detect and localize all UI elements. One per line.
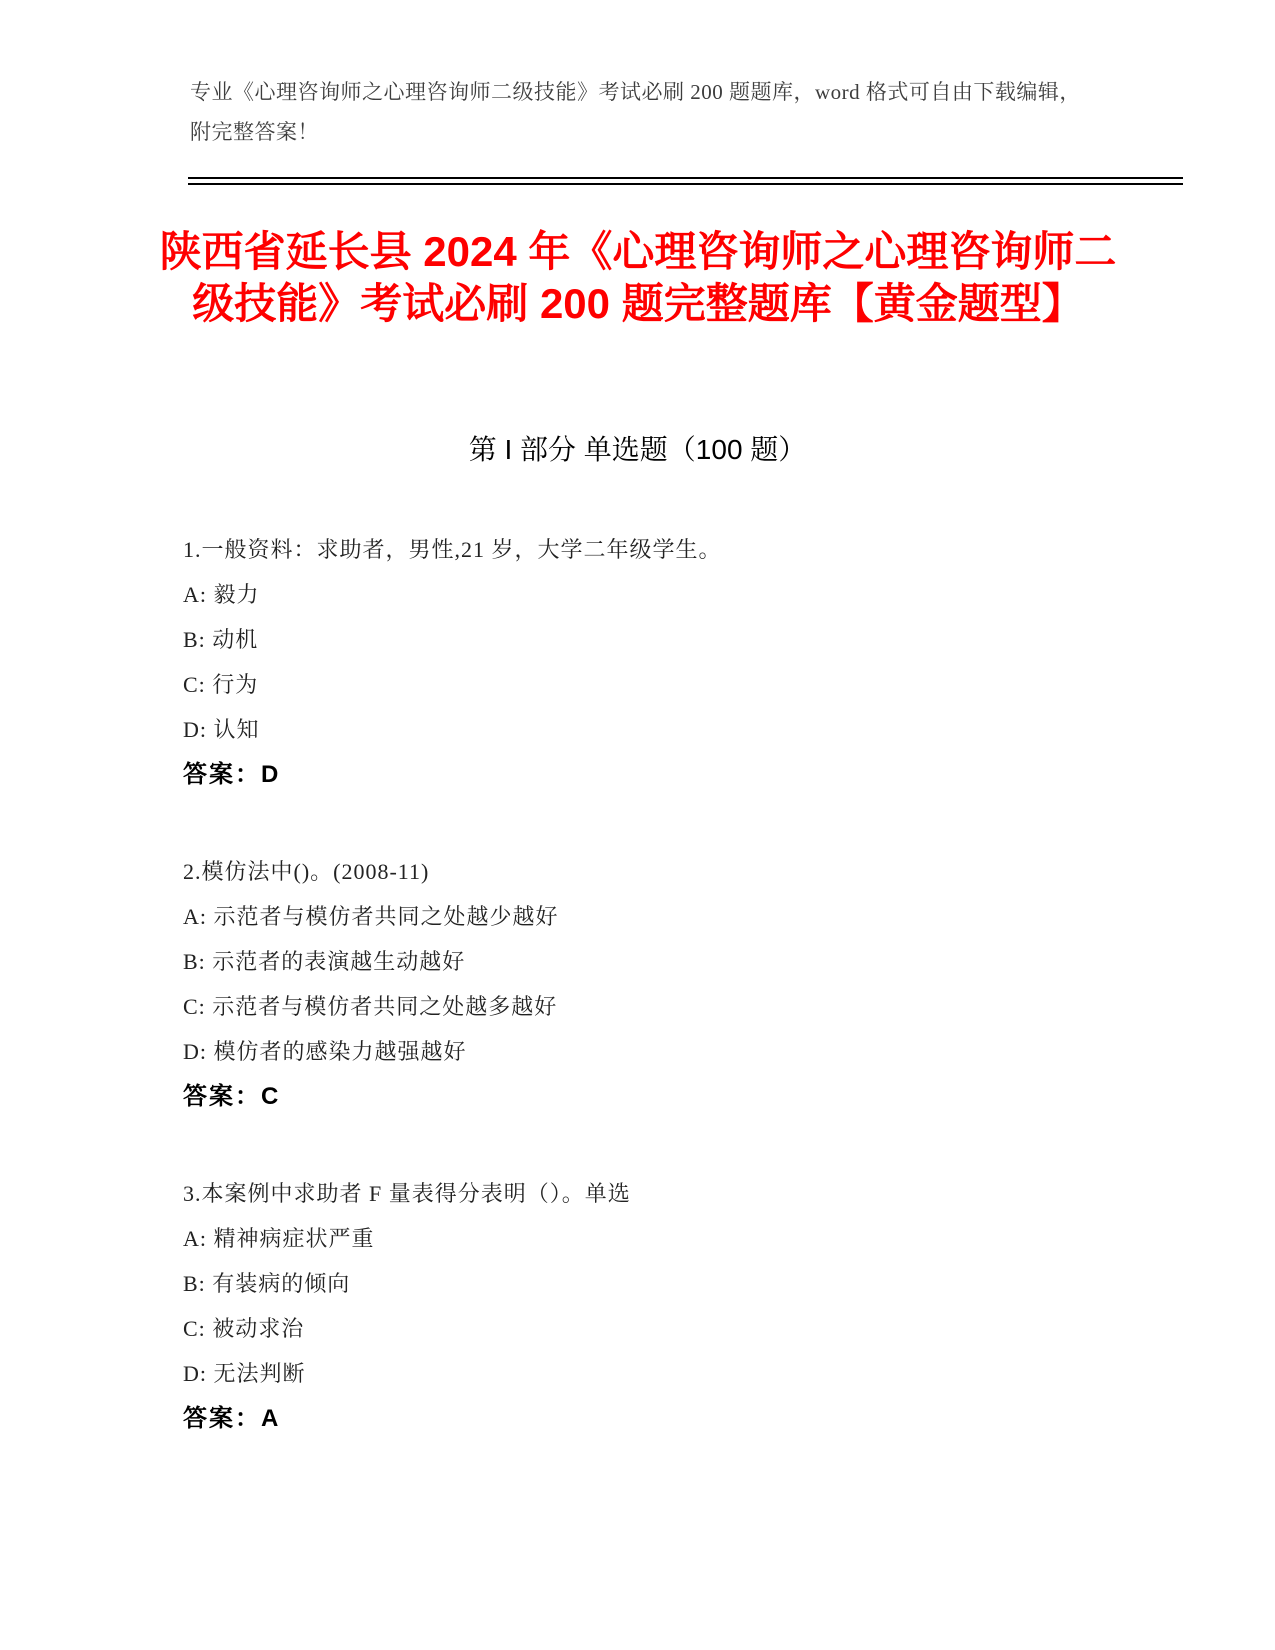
question-option-a: A: 示范者与模仿者共同之处越少越好 (183, 904, 559, 929)
question-text: 3.本案例中求助者 F 量表得分表明（）。单选 (183, 1181, 631, 1206)
question-option-c: C: 行为 (183, 672, 259, 697)
question-option-a: A: 精神病症状严重 (183, 1226, 375, 1251)
question-answer: 答案：D (183, 761, 281, 788)
question-option-d: D: 无法判断 (183, 1361, 306, 1386)
question-block-1 (183, 527, 1143, 797)
header-divider-double-line (188, 177, 1183, 185)
question-text: 1.一般资料：求助者，男性,21 岁，大学二年级学生。 (183, 537, 722, 562)
question-block-3 (183, 1171, 1143, 1441)
question-option-d: D: 认知 (183, 717, 260, 742)
question-option-b: B: 有装病的倾向 (183, 1271, 351, 1296)
question-option-c: C: 被动求治 (183, 1316, 305, 1341)
question-block-2 (183, 849, 1143, 1119)
question-answer: 答案：A (183, 1405, 281, 1432)
question-option-d: D: 模仿者的感染力越强越好 (183, 1039, 467, 1064)
question-list (183, 527, 1143, 1441)
question-answer: 答案：C (183, 1083, 281, 1110)
question-option-b: B: 示范者的表演越生动越好 (183, 949, 466, 974)
document-title: 陕西省延长县 2024 年《心理咨询师之心理咨询师二级技能》考试必刷 200 题完整题库【黄金题型】 (159, 228, 1117, 327)
question-option-a: A: 毅力 (183, 582, 260, 607)
question-option-c: C: 示范者与模仿者共同之处越多越好 (183, 994, 558, 1019)
section-heading: 第 I 部分 单选题（100 题） (468, 434, 807, 465)
question-text: 2.模仿法中()。(2008-11) (183, 859, 430, 884)
header-promo-text: 专业《心理咨询师之心理咨询师二级技能》考试必刷 200 题题库，word 格式可自由下载编辑，附完整答案！ (190, 80, 1081, 144)
question-option-b: B: 动机 (183, 627, 259, 652)
